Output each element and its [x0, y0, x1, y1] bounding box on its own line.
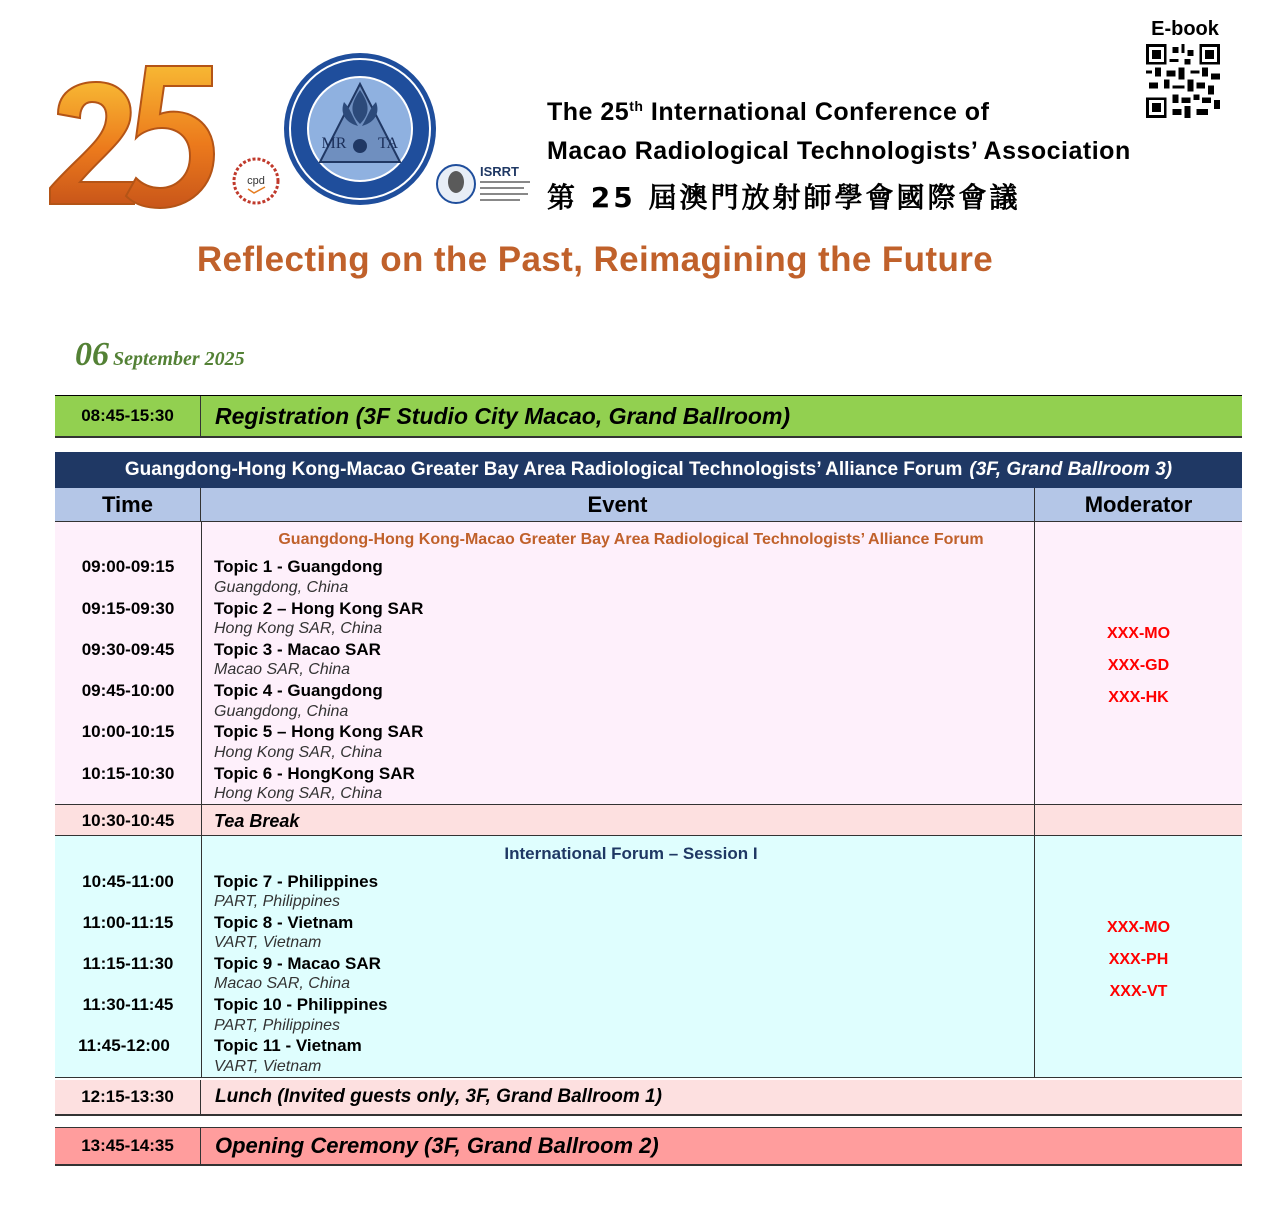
session-time: 10:45-11:00: [82, 872, 174, 891]
topic-affiliation: Hong Kong SAR, China: [214, 785, 383, 802]
session-time: 09:15-09:30: [81, 599, 175, 618]
date-day: 06: [75, 336, 109, 373]
column-divider: [201, 805, 202, 835]
topic-affiliation: VART, Vietnam: [214, 934, 322, 951]
session-time: 11:00-11:15: [82, 913, 174, 932]
moderator-name: XXX-MO: [1106, 919, 1171, 936]
lunch-time: 12:15-13:30: [55, 1080, 201, 1114]
title-ordinal: th: [629, 98, 644, 114]
registration-row: [55, 395, 1242, 438]
column-header-event: Event: [201, 488, 1035, 521]
topic-affiliation: VART, Vietnam: [214, 1058, 322, 1075]
lunch-row: [55, 1080, 1242, 1116]
isrrt-logo: [436, 158, 536, 208]
column-header-moderator: Moderator: [1084, 491, 1193, 517]
conference-theme: Reflecting on the Past, Reimagining the Future: [196, 240, 994, 279]
forum-header: [55, 452, 1242, 488]
lunch-event: Lunch (Invited guests only, 3F, Grand Ballroom 1): [215, 1086, 662, 1107]
tea-break-row: [55, 804, 1242, 836]
topic-title: Topic 6 - HongKong SAR: [214, 764, 415, 783]
topic-title: Topic 9 - Macao SAR: [214, 954, 381, 973]
session-time: 11:15-11:30: [82, 954, 174, 973]
gba-session-block: [55, 521, 1242, 804]
topic-affiliation: PART, Philippines: [214, 1017, 340, 1034]
title-part: The 25: [547, 98, 630, 126]
moderator-name: XXX-GD: [1107, 657, 1170, 674]
column-header-time: Time: [55, 488, 201, 521]
topic-title: Topic 11 - Vietnam: [214, 1036, 362, 1055]
topic-title: Topic 10 - Philippines: [214, 995, 388, 1014]
topic-affiliation: Macao SAR, China: [214, 975, 351, 992]
session-time: 11:45-12:00: [78, 1036, 170, 1055]
topic-affiliation: Guangdong, China: [214, 579, 349, 596]
session-time: 09:00-09:15: [81, 557, 175, 576]
forum-venue: (3F, Grand Ballroom 3): [969, 459, 1173, 480]
topic-title: Topic 1 - Guangdong: [214, 557, 383, 576]
topic-title: Topic 8 - Vietnam: [214, 913, 354, 932]
moderator-name: XXX-PH: [1108, 951, 1169, 968]
svg-text:cpd: cpd: [247, 175, 265, 187]
conference-title-line2: Macao Radiological Technologists’ Association: [547, 137, 1131, 165]
topic-affiliation: Macao SAR, China: [214, 661, 351, 678]
session-time: 10:15-10:30: [81, 764, 175, 783]
opening-time: 13:45-14:35: [55, 1128, 201, 1164]
moderator-name: XXX-VT: [1109, 983, 1168, 1000]
svg-text:ISRRT: ISRRT: [480, 164, 519, 179]
topic-affiliation: Hong Kong SAR, China: [214, 744, 383, 761]
schedule-date: [75, 336, 245, 374]
moderator-name: XXX-MO: [1106, 625, 1171, 642]
mrta-seal-logo: [282, 50, 438, 208]
international-session-block: [55, 836, 1242, 1078]
column-divider: [201, 836, 202, 1077]
session-time: 11:30-11:45: [82, 995, 174, 1014]
topic-title: Topic 3 - Macao SAR: [214, 640, 381, 659]
tea-break-label: Tea Break: [214, 811, 300, 831]
topic-title: Topic 2 – Hong Kong SAR: [214, 599, 424, 618]
registration-time: 08:45-15:30: [55, 396, 201, 436]
ebook-qr-code[interactable]: [1146, 44, 1220, 118]
cpd-logo: [232, 157, 280, 205]
topic-affiliation: PART, Philippines: [214, 893, 340, 910]
conference-title-chinese: 第 25 屆澳門放射師學會國際會議: [547, 181, 1021, 214]
topic-affiliation: Guangdong, China: [214, 703, 349, 720]
topic-title: Topic 4 - Guangdong: [214, 681, 383, 700]
ebook-label[interactable]: E-book: [1151, 18, 1219, 40]
opening-ceremony-row: [55, 1127, 1242, 1166]
topic-title: Topic 7 - Philippines: [214, 872, 379, 891]
svg-text:MR: MR: [321, 135, 347, 152]
forum-title: Guangdong-Hong Kong-Macao Greater Bay Area Radiological Technologists’ Alliance Forum: [124, 459, 963, 480]
gba-session-title: Guangdong-Hong Kong-Macao Greater Bay Area Radiological Technologists’ Alliance Forum: [278, 531, 984, 548]
svg-text:TA: TA: [377, 135, 399, 152]
registration-event: Registration (3F Studio City Macao, Grand Ballroom): [215, 402, 791, 429]
opening-event: Opening Ceremony (3F, Grand Ballroom 2): [215, 1133, 659, 1158]
conference-title-line1: [547, 98, 989, 127]
column-divider: [201, 522, 202, 804]
25th-anniversary-logo: [42, 58, 224, 216]
moderator-name: XXX-HK: [1108, 689, 1169, 706]
topic-affiliation: Hong Kong SAR, China: [214, 620, 383, 637]
topic-title: Topic 5 – Hong Kong SAR: [214, 722, 424, 741]
svg-text:25: 25: [42, 58, 44, 59]
tea-break-time: 10:30-10:45: [81, 811, 175, 830]
session-time: 09:30-09:45: [81, 640, 175, 659]
title-part: International Conference of: [643, 98, 990, 126]
session-time: 09:45-10:00: [81, 681, 175, 700]
column-header-row: [55, 488, 1242, 521]
session-time: 10:00-10:15: [81, 722, 175, 741]
column-divider: [1034, 805, 1035, 835]
date-month-year: September 2025: [113, 348, 245, 370]
international-session-title: International Forum – Session I: [504, 844, 758, 863]
